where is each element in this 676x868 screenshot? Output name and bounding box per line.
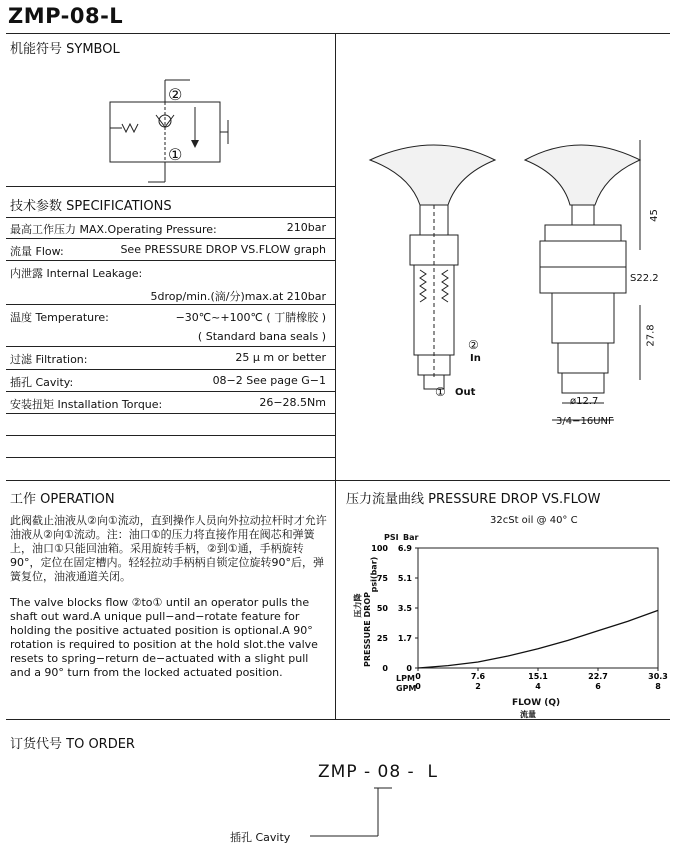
- to-order-heading: 订货代号 TO ORDER: [10, 737, 135, 752]
- spec-row: [10, 351, 326, 367]
- spec-value: 210bar: [286, 221, 326, 234]
- dim-diameter: ø12.7: [570, 396, 599, 407]
- spec-label: 插孔 Cavity:: [10, 376, 74, 389]
- divider: [6, 260, 335, 261]
- order-code: ZMP - 08 - L: [318, 762, 438, 782]
- port-out-number: ①: [435, 385, 446, 399]
- divider: [6, 457, 335, 458]
- divider: [6, 33, 670, 34]
- y-tick-label-bar: 1.7: [397, 634, 412, 643]
- y-tick-label-bar: 3.5: [397, 604, 412, 613]
- divider: [6, 480, 670, 481]
- y-tick-label-psi: 50: [376, 604, 388, 613]
- y-axis-cn: 压力降: [353, 593, 363, 618]
- symbol-heading: 机能符号 SYMBOL: [10, 42, 120, 57]
- divider: [6, 391, 335, 392]
- pressure-drop-chart: [340, 530, 670, 700]
- spec-row: [10, 221, 326, 237]
- x-axis-en: FLOW (Q): [512, 698, 561, 708]
- spec-label: 过滤 Filtration:: [10, 353, 88, 366]
- y-tick-label-psi: 75: [376, 574, 388, 583]
- x-tick-label-lpm: 30.3: [648, 672, 668, 681]
- lpm-label: LPM: [396, 674, 415, 683]
- y-tick-label-bar: 6.9: [397, 544, 412, 553]
- series-line: [418, 610, 658, 668]
- spec-value: 25 μ m or better: [235, 351, 326, 364]
- spec-row: [10, 396, 326, 412]
- x-tick-label-gpm: 0: [415, 682, 421, 691]
- page-title: ZMP-08-L: [8, 4, 124, 28]
- divider: [6, 435, 335, 436]
- x-tick-label-gpm: 8: [655, 682, 661, 691]
- x-tick-label-gpm: 6: [595, 682, 601, 691]
- spec-label: 温度 Temperature:: [10, 311, 109, 324]
- spec-value: 5drop/min.(滴/分)max.at 210bar: [150, 290, 326, 303]
- y-tick-label-psi: 0: [382, 664, 388, 673]
- spec-value: 26−28.5Nm: [259, 396, 326, 409]
- x-tick-label-lpm: 22.7: [588, 672, 608, 681]
- spec-label: 安装扭矩 Installation Torque:: [10, 398, 163, 411]
- x-tick-label-gpm: 4: [535, 682, 541, 691]
- spec-value: 08−2 See page G−1: [212, 374, 326, 387]
- spec-value: −30℃~+100℃ ( 丁腈橡胶 ): [175, 311, 326, 324]
- x-tick-label-lpm: 0: [415, 672, 421, 681]
- divider: [6, 304, 335, 305]
- valve-drawing: [340, 120, 670, 440]
- divider: [6, 346, 335, 347]
- external-view: [525, 140, 640, 420]
- divider: [6, 719, 670, 720]
- x-tick-label-lpm: 7.6: [470, 672, 486, 681]
- spec-value: See PRESSURE DROP VS.FLOW graph: [120, 243, 326, 256]
- bar-label: Bar: [403, 533, 419, 542]
- divider: [6, 217, 335, 218]
- chart-condition: 32cSt oil @ 40° C: [490, 515, 578, 526]
- spec-value: ( Standard bana seals ): [197, 330, 326, 343]
- divider: [6, 369, 335, 370]
- y-tick-label-bar: 0: [406, 664, 412, 673]
- pressure-drop-heading: 压力流量曲线 PRESSURE DROP VS.FLOW: [346, 492, 601, 507]
- port-out-label: Out: [455, 387, 476, 398]
- operation-text-cn: 此阀截止油液从②向①流动，直到操作人员向外拉动拉杆时才允许油液从②向①流动。注：油口①的压力将直接作用在阀芯和弹簧上，油口①只能回油箱。采用旋转手柄，②到①通，手柄旋转90°，定位在固定槽内。轻轻拉动手柄柄自锁定位旋转90°后，弹簧复位，油液通道关闭。: [10, 514, 327, 583]
- y-axis-en: PRESSURE DROP: [363, 591, 373, 668]
- symbol-port-2: ②: [168, 85, 183, 104]
- spec-row: [10, 265, 326, 281]
- specifications-heading: 技术参数 SPECIFICATIONS: [10, 199, 172, 214]
- x-tick-label-lpm: 15.1: [528, 672, 548, 681]
- divider: [6, 238, 335, 239]
- y-tick-label-psi: 25: [376, 634, 388, 643]
- operation-heading: 工作 OPERATION: [10, 492, 115, 507]
- dim-thread: 3/4−16UNF: [556, 416, 614, 427]
- dim-45: 45: [648, 209, 660, 222]
- spec-label: 流量 Flow:: [10, 245, 64, 258]
- dim-278: 27.8: [645, 324, 657, 347]
- order-leader-line: [300, 780, 400, 840]
- spec-row: [10, 243, 326, 259]
- divider: [335, 33, 336, 719]
- plot-frame: [418, 548, 658, 668]
- psi-label: PSI: [384, 533, 399, 542]
- spec-row: [10, 374, 326, 390]
- spec-row: [10, 309, 326, 325]
- x-tick-label-gpm: 2: [475, 682, 481, 691]
- port-in-number: ②: [468, 338, 479, 352]
- x-axis-cn: 流量: [520, 710, 536, 719]
- y-axis-unit: psi(bar): [369, 556, 379, 593]
- cavity-label: 插孔 Cavity: [230, 831, 291, 844]
- spec-label: 内泄露 Internal Leakage:: [10, 267, 143, 280]
- port-in-label: In: [470, 353, 481, 364]
- dim-s22: S22.2: [630, 273, 659, 284]
- y-tick-label-psi: 100: [371, 544, 388, 553]
- operation-text-en: The valve blocks flow ②to① until an operator pulls the shaft out ward.A unique pull−and−rotate feature for holding the positive actuated position is optional.A 90° rotation is required to position at the hold slot.the valve resets to spring−return de−actuated with a slight pull and a 90° turn from the locked actuated position.: [10, 596, 318, 679]
- spec-label: 最高工作压力 MAX.Operating Pressure:: [10, 223, 217, 236]
- symbol-port-1: ①: [168, 145, 183, 164]
- gpm-label: GPM: [396, 684, 417, 693]
- y-tick-label-bar: 5.1: [397, 574, 412, 583]
- divider: [6, 413, 335, 414]
